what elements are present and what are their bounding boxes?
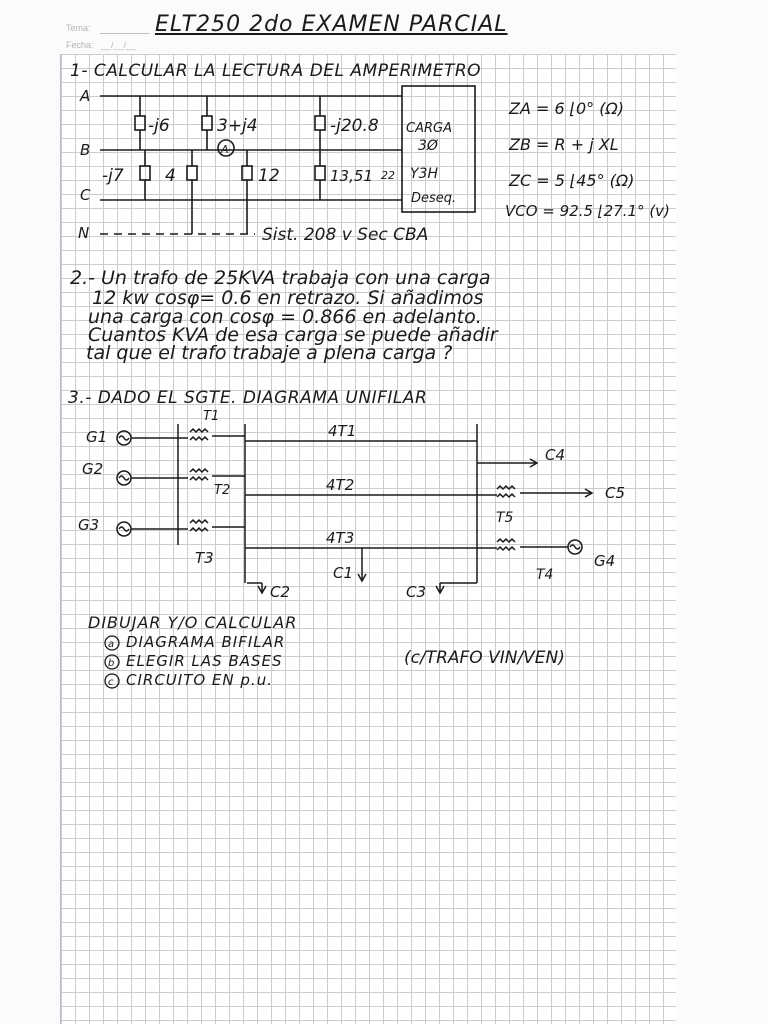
g1-label: G1 [86, 428, 108, 446]
node-c-label: C [80, 186, 91, 204]
imp-bc-4-angle: 22 [381, 169, 395, 182]
node-n-label: N [78, 224, 90, 242]
task-b-note: (c/TRAFO VIN/VEN) [404, 648, 565, 668]
eq-vco: VCO = 92.5 ⌊27.1° (v) [505, 202, 670, 220]
g2-label: G2 [82, 460, 104, 478]
imp-bc-2: 4 [165, 166, 176, 186]
imp-ab-2: 3+j4 [217, 116, 258, 136]
exam-title: ELT250 2do EXAMEN PARCIAL [155, 12, 508, 37]
fecha-value: __/__/__ [101, 40, 137, 50]
load-box-line3: Y3H [410, 166, 438, 182]
imp-bc-3: 12 [258, 166, 280, 186]
task-a-marker: a [108, 639, 115, 650]
t3-label: T3 [195, 549, 214, 567]
t4-label: T4 [536, 567, 554, 583]
problem2-line2: 12 kw cosφ= 0.6 en retrazo. Si añadimos [92, 287, 484, 309]
line-4t2-label: 4T2 [326, 476, 355, 494]
t5-label: T5 [496, 510, 514, 526]
c1-label: C1 [333, 564, 354, 582]
g4-label: G4 [594, 552, 616, 570]
imp-ab-1: -j6 [148, 116, 170, 136]
problem2-line1: 2.- Un trafo de 25KVA trabaja con una carga [70, 267, 491, 289]
task-c-marker: c [108, 677, 114, 688]
c5-label: C5 [605, 484, 626, 502]
load-box-line1: CARGA [406, 121, 452, 136]
imp-ab-3: -j20.8 [330, 116, 379, 136]
tema-label: Tema: [66, 23, 91, 33]
problem2-line4: Cuantos KVA de esa carga se puede añadir [88, 324, 498, 346]
c4-label: C4 [545, 446, 566, 464]
imp-bc-4: 13,51 [330, 167, 373, 185]
problem1-heading: 1- CALCULAR LA LECTURA DEL AMPERIMETRO [70, 61, 482, 81]
line-4t3-label: 4T3 [326, 529, 355, 547]
task-a: DIAGRAMA BIFILAR [126, 633, 286, 651]
eq-za: ZA = 6 ⌊0° (Ω) [509, 99, 624, 118]
load-box-line2: 3Ø [418, 138, 438, 154]
problem2-line3: una carga con cosφ = 0.866 en adelanto. [88, 306, 482, 328]
c2-label: C2 [270, 583, 291, 601]
task-b-marker: b [108, 658, 115, 669]
c3-label: C3 [406, 583, 427, 601]
imp-bc-1: -j7 [102, 166, 124, 186]
load-box-line4: Deseq. [411, 191, 457, 206]
eq-zc: ZC = 5 ⌊45° (Ω) [509, 171, 635, 190]
system-note: Sist. 208 v Sec CBA [262, 225, 429, 245]
g3-label: G3 [78, 516, 100, 534]
task-c: CIRCUITO EN p.u. [126, 671, 273, 689]
ammeter-label: A [221, 143, 229, 156]
node-a-label: A [80, 87, 91, 105]
grid-paper-sheet [60, 54, 676, 1024]
tasks-heading: DIBUJAR Y/O CALCULAR [88, 613, 298, 632]
fecha-label: Fecha: [66, 40, 94, 50]
node-b-label: B [80, 141, 91, 159]
line-4t1-label: 4T1 [328, 422, 357, 440]
t1-label: T1 [203, 409, 220, 424]
problem2-line5: tal que el trafo trabaje a plena carga ? [86, 342, 453, 364]
t2-label: T2 [214, 483, 231, 498]
eq-zb: ZB = R + j XL [509, 135, 619, 154]
task-b: ELEGIR LAS BASES [126, 652, 283, 670]
problem3-heading: 3.- DADO EL SGTE. DIAGRAMA UNIFILAR [68, 388, 428, 408]
tema-line [100, 33, 150, 34]
